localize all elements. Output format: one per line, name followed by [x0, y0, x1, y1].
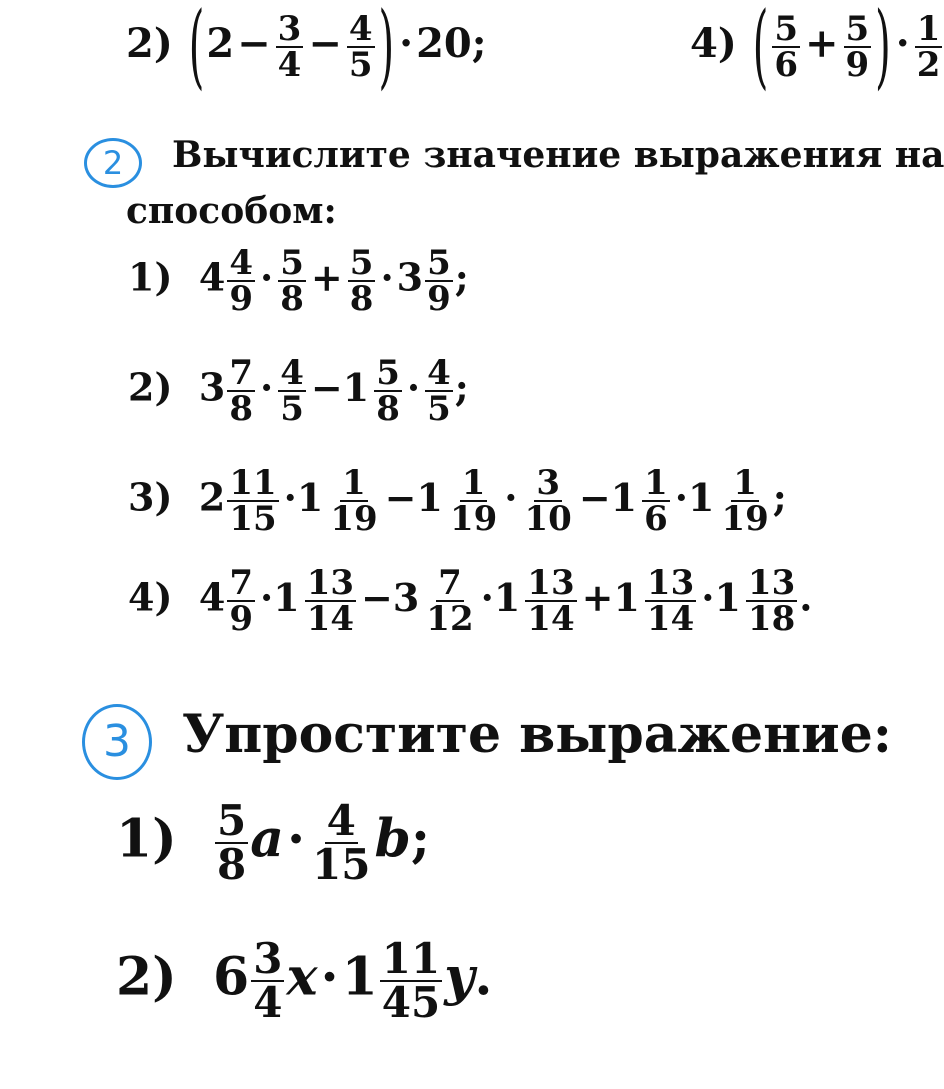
task-3-title: Упростите выражение:	[182, 704, 892, 765]
denominator: 9	[845, 45, 870, 85]
end-punct: .	[799, 574, 813, 620]
item-label: 2)	[116, 946, 177, 1008]
task-2-item-1	[128, 243, 469, 319]
denominator: 5	[427, 389, 451, 429]
numerator: 3	[253, 934, 283, 983]
badge-number: 3	[103, 716, 131, 767]
fraction	[276, 9, 304, 85]
mult-dot: ·	[399, 20, 414, 67]
tail-text: 20;	[416, 20, 487, 67]
fraction	[227, 563, 255, 639]
mult-term: ·1	[260, 574, 300, 620]
variable-a: a	[250, 808, 284, 870]
fraction	[347, 9, 375, 85]
numerator: 13	[747, 563, 796, 603]
numerator: 1	[461, 463, 486, 503]
mult-dot: ·	[895, 20, 910, 67]
item-label: 2)	[128, 364, 173, 410]
fraction	[523, 463, 574, 539]
denominator: 8	[280, 279, 304, 319]
numerator: 7	[438, 563, 462, 603]
numerator: 13	[527, 563, 575, 603]
denominator: 2	[916, 45, 941, 85]
fraction	[348, 243, 376, 319]
numerator: 13	[646, 563, 695, 603]
denominator: 12	[426, 599, 474, 639]
mult-dot: ·	[320, 946, 339, 1008]
denominator: 5	[348, 45, 373, 85]
fraction	[642, 463, 670, 539]
denominator: 19	[330, 499, 378, 539]
fraction	[380, 934, 442, 1027]
variable-y: y	[444, 946, 475, 1008]
whole-number: 1	[341, 946, 378, 1008]
badge-number: 2	[102, 144, 124, 182]
end-punct: .	[474, 946, 493, 1008]
task-2-title-line2: способом:	[126, 190, 337, 232]
denominator: 19	[721, 499, 769, 539]
fraction	[746, 563, 797, 639]
minus-term: −1	[578, 474, 638, 520]
task-2-item-2	[128, 353, 469, 429]
denominator: 10	[524, 499, 572, 539]
fraction	[719, 463, 770, 539]
numerator: 11	[381, 934, 441, 983]
denominator: 4	[277, 45, 302, 85]
whole-number: 6	[213, 946, 250, 1008]
whole-number: 4	[198, 254, 226, 300]
denominator: 5	[280, 389, 304, 429]
denominator: 15	[229, 499, 277, 539]
mult-term: ·1	[701, 574, 741, 620]
fraction	[278, 353, 306, 429]
fraction	[425, 353, 453, 429]
fraction	[215, 796, 248, 889]
plus-sign: +	[804, 20, 839, 67]
numerator: 1	[342, 463, 366, 503]
fraction	[227, 463, 278, 539]
numerator: 13	[306, 563, 355, 603]
top-item-2	[126, 0, 487, 100]
fraction	[374, 353, 402, 429]
minus-term: −3	[361, 574, 420, 620]
paren-close: )	[378, 0, 395, 100]
end-punct: ;	[772, 474, 787, 520]
denominator: 15	[312, 840, 371, 889]
numerator: 5	[774, 9, 798, 49]
whole-number: 3	[198, 364, 226, 410]
denominator: 4	[253, 978, 283, 1027]
paren-open: (	[752, 0, 769, 100]
task-2-item-4	[128, 563, 813, 639]
task-2-title-line1: Вычислите значение выражения на	[172, 134, 944, 176]
numerator: 5	[217, 796, 247, 845]
plus-sign: +	[310, 254, 343, 300]
numerator: 1	[644, 463, 668, 503]
denominator: 9	[427, 279, 451, 319]
numerator: 4	[348, 9, 373, 49]
whole-number: 3	[396, 254, 424, 300]
numerator: 4	[229, 243, 254, 283]
numerator: 11	[229, 463, 277, 503]
denominator: 14	[306, 599, 355, 639]
minus-sign: −	[237, 20, 271, 67]
numerator: 4	[326, 796, 356, 845]
item-label: 1)	[128, 254, 173, 300]
mult-term: ·1	[480, 574, 521, 620]
variable-b: b	[374, 808, 411, 870]
task-3-item-2	[116, 934, 493, 1027]
fraction	[227, 243, 255, 319]
mult-dot: ·	[504, 474, 518, 520]
numerator: 7	[229, 353, 254, 393]
minus-term: −1	[384, 474, 443, 520]
whole-number: 2	[206, 20, 235, 67]
task-2-item-3	[128, 463, 787, 539]
item-label: 2)	[126, 20, 173, 67]
numerator: 5	[376, 353, 400, 393]
denominator: 6	[774, 45, 798, 85]
top-item-4	[690, 0, 944, 100]
denominator: 14	[527, 599, 575, 639]
item-label: 1)	[116, 808, 177, 870]
numerator: 4	[427, 353, 451, 393]
denominator: 19	[449, 499, 498, 539]
mult-term: ·1	[283, 474, 324, 520]
denominator: 8	[349, 279, 374, 319]
mult-dot: ·	[380, 254, 394, 300]
fraction	[915, 9, 943, 85]
denominator: 8	[217, 840, 247, 889]
numerator: 5	[349, 243, 374, 283]
fraction	[310, 796, 372, 889]
minus-term: −1	[310, 364, 370, 410]
plus-term: +1	[581, 574, 640, 620]
numerator: 7	[229, 563, 254, 603]
fraction	[645, 563, 696, 639]
item-label: 3)	[128, 474, 173, 520]
denominator: 9	[229, 599, 254, 639]
denominator: 8	[229, 389, 254, 429]
fraction	[278, 243, 306, 319]
fraction	[227, 353, 255, 429]
mult-dot: ·	[260, 254, 274, 300]
fraction	[251, 934, 284, 1027]
mult-dot: ·	[260, 364, 274, 410]
numerator: 3	[277, 9, 302, 49]
fraction	[424, 563, 475, 639]
denominator: 8	[376, 389, 400, 429]
numerator: 1	[916, 9, 941, 49]
item-label: 4)	[128, 574, 173, 620]
fraction	[305, 563, 356, 639]
fraction	[844, 9, 872, 85]
mult-dot: ·	[286, 808, 306, 870]
numerator: 1	[733, 463, 757, 503]
item-label: 4)	[690, 20, 737, 67]
fraction	[525, 563, 576, 639]
whole-number: 2	[198, 474, 226, 520]
task-2-badge	[84, 138, 142, 188]
denominator: 9	[229, 279, 254, 319]
numerator: 5	[845, 9, 870, 49]
numerator: 4	[280, 353, 304, 393]
paren-close: )	[875, 0, 891, 100]
denominator: 18	[747, 599, 796, 639]
mult-dot: ·	[406, 364, 421, 410]
numerator: 5	[280, 243, 304, 283]
task-3-item-1	[116, 796, 431, 889]
denominator: 45	[381, 978, 441, 1027]
fraction	[328, 463, 379, 539]
numerator: 3	[536, 463, 561, 503]
end-punct: ;	[454, 364, 469, 410]
task-3-badge	[82, 704, 152, 780]
fraction	[772, 9, 800, 85]
whole-number: 4	[198, 574, 226, 620]
fraction	[425, 243, 453, 319]
fraction	[448, 463, 499, 539]
variable-x: x	[286, 946, 318, 1008]
mult-term: ·1	[674, 474, 715, 520]
minus-sign: −	[308, 20, 342, 67]
denominator: 6	[644, 499, 668, 539]
end-punct: ;	[454, 254, 469, 300]
paren-open: (	[188, 0, 205, 100]
denominator: 14	[646, 599, 695, 639]
numerator: 5	[427, 243, 451, 283]
end-punct: ;	[410, 808, 431, 870]
